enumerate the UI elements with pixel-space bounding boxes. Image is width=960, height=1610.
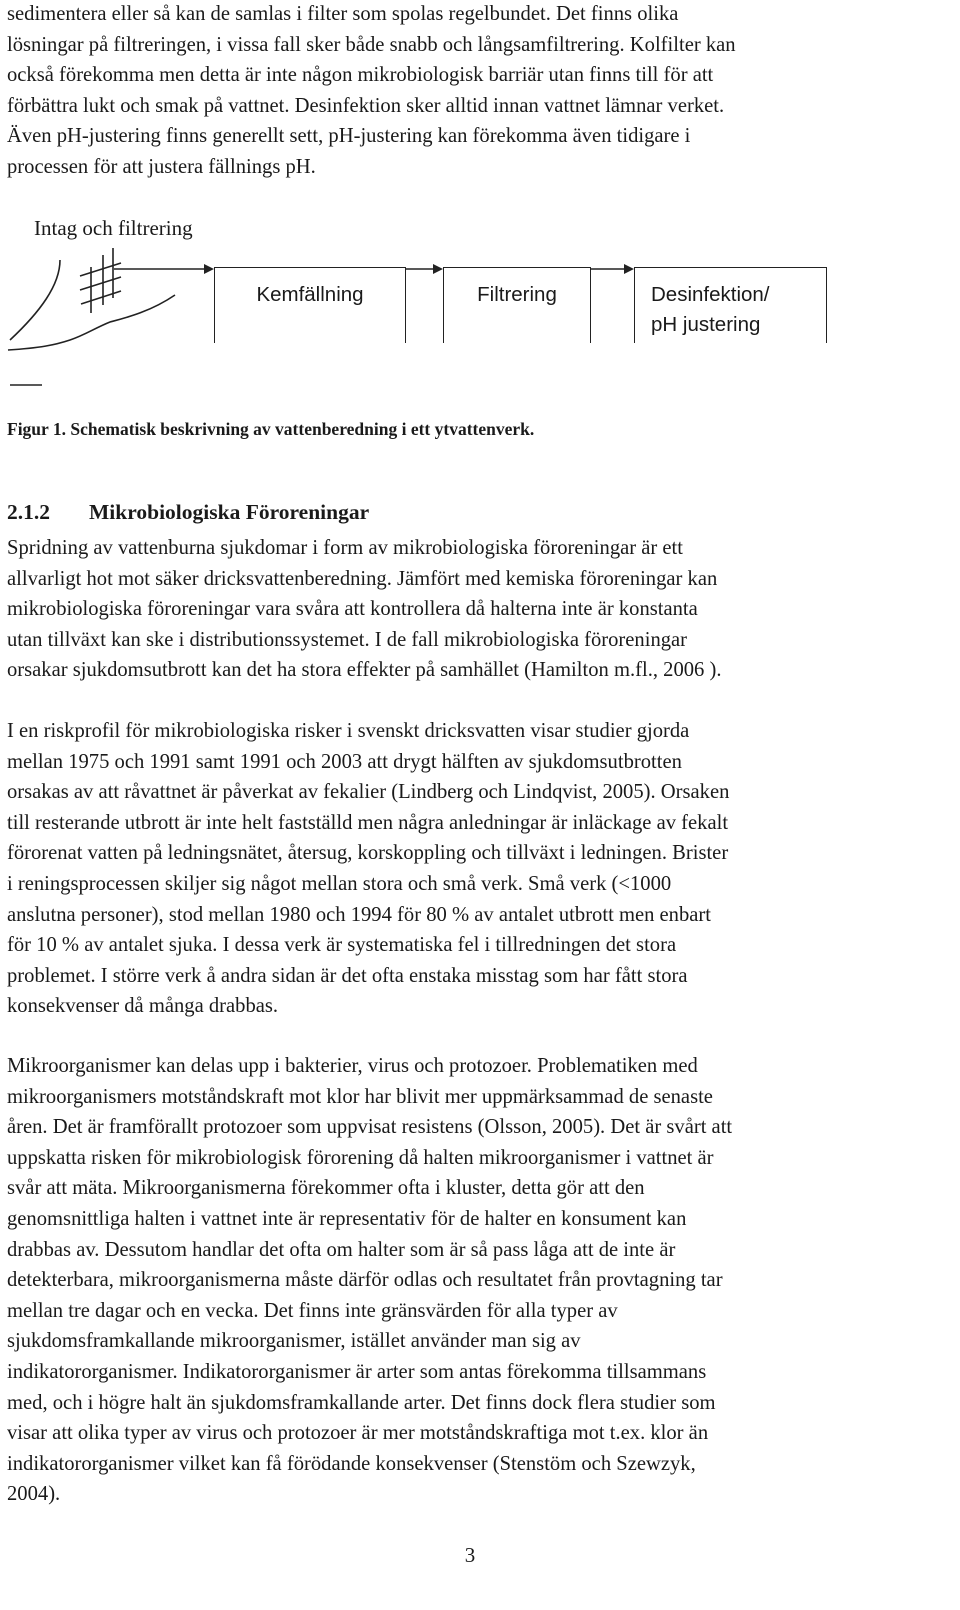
section-heading (7, 500, 369, 525)
section-number: 2.1.2 (7, 500, 50, 524)
stage-filtrering (443, 267, 591, 343)
text-line: Spridning av vattenburna sjukdomar i form av mikrobiologiska föroreningar är ett (7, 537, 683, 559)
text-line: för 10 % av antalet sjuka. I dessa verk är systematiska fel i tillredningen det stora (7, 934, 677, 957)
text-line: sedimentera eller så kan de samlas i filter som spolas regelbundet. Det finns olika (7, 3, 679, 25)
text-line: förbättra lukt och smak på vattnet. Desinfektion sker alltid innan vattnet lämnar verket. (7, 94, 725, 117)
page-number: 3 (464, 1543, 476, 1567)
text-line: anslutna personer), stod mellan 1980 och 1994 för 80 % av antalet utbrott men enbart (7, 903, 711, 926)
intake-label: Intag och filtrering (34, 216, 193, 240)
text-line: visar att olika typer av virus och protozoer är mer motståndskraftiga mot t.ex. klor än (7, 1422, 709, 1445)
text-line: processen för att justera fällnings pH. (7, 155, 316, 178)
stage-label: pH justering (651, 313, 761, 336)
text-line: sjukdomsframkallande mikroorganismer, istället använder man sig av (7, 1330, 581, 1353)
text-line: indikatororganismer vilket kan få förödande konsekvenser (Stenstöm och Szewzyk, (7, 1452, 696, 1475)
text-line: problemet. I större verk å andra sidan är det ofta enstaka misstag som har fått stora (7, 964, 688, 987)
text-line: 2004). (7, 1483, 61, 1506)
text-line: konsekvenser då många drabbas. (7, 995, 279, 1018)
text-line: åren. Det är framförallt protozoer som uppvisat resistens (Olsson, 2005). Det är svårt att (7, 1116, 733, 1139)
text-line: uppskatta risken för mikrobiologisk förorening då halten mikroorganismer i vattnet är (7, 1146, 714, 1169)
stage-label: Desinfektion/ (651, 283, 770, 306)
text-line: orsakas av att råvattnet är påverkat av fekalier (Lindberg och Lindqvist, 2005). Orsaken (7, 781, 730, 804)
screen-line (80, 277, 121, 290)
text-line: allvarligt hot mot säker dricksvattenberedning. Jämfört med kemiska föroreningar kan (7, 567, 718, 590)
text-line: lösningar på filtreringen, i vissa fall sker både snabb och långsamfiltrering. Kolfilter kan (7, 33, 736, 56)
section-title: Mikrobiologiska Föroreningar (89, 500, 370, 524)
text-line: genomsnittliga halten i vattnet inte är representativ för de halter en konsument kan (7, 1207, 687, 1230)
text-line: svår att mäta. Mikroorganismerna förekommer ofta i kluster, detta gör att den (7, 1177, 645, 1200)
text-line: indikatororganismer. Indikatororganismer är arter som antas förekomma tillsammans (7, 1360, 707, 1383)
text-line: drabbas av. Dessutom handlar det ofta om halter som är så pass låga att de inte är (7, 1238, 676, 1261)
arrow-head (433, 264, 443, 274)
stage-kemfallning (214, 267, 406, 343)
figure-caption: Figur 1. Schematisk beskrivning av vattenberedning i ett ytvattenverk. (7, 419, 535, 439)
text-line: detekterbara, mikroorganismerna måste därför odlas och resultatet från provtagning tar (7, 1269, 723, 1292)
stage-desinfektion (634, 267, 827, 343)
text-line: också förekomma men detta är inte någon mikrobiologisk barriär utan finns till för att (7, 64, 714, 87)
paragraph-riskprofile (7, 716, 957, 1022)
intro-paragraph (7, 0, 957, 183)
text-line: mellan 1975 och 1991 samt 1991 och 2003 att drygt hälften av sjukdomsutbrotten (7, 750, 682, 773)
text-line: mikroorganismers motståndskraft mot klor har blivit mer uppmärksammad de senaste (7, 1085, 713, 1108)
text-line: I en riskprofil för mikrobiologiska risker i svenskt dricksvatten visar studier gjorda (7, 720, 690, 742)
bank-curve (10, 260, 60, 340)
text-line: utan tillväxt kan ske i distributionssystemet. I de fall mikrobiologiska föroreningar (7, 628, 688, 651)
text-line: Mikroorganismer kan delas upp i bakterier, virus och protozoer. Problematiken med (7, 1055, 698, 1077)
stage-label: Kemfällning (256, 283, 364, 306)
screen-line (81, 291, 121, 304)
paragraph-spread (7, 533, 957, 686)
intake-screen-icon (80, 248, 121, 313)
stage-label: Filtrering (477, 283, 557, 306)
text-line: Även pH-justering finns generellt sett, pH-justering kan förekomma även tidigare i (7, 125, 691, 148)
text-line: mellan tre dagar och en vecka. Det finns inte gränsvärden för alla typer av (7, 1299, 618, 1322)
arrow-head (624, 264, 634, 274)
paragraph-microorganisms (7, 1051, 957, 1510)
arrow-head (204, 264, 214, 274)
text-line: med, och i högre halt än sjukdomsframkallande arter. Det finns dock flera studier som (7, 1391, 716, 1414)
text-line: till resterande utbrott är inte helt fastställd men några anledningar är inläckage av fekalt (7, 811, 729, 834)
text-line: orsakar sjukdomsutbrott kan det ha stora effekter på samhället (Hamilton m.fl., 2006 ). (7, 659, 722, 682)
text-line: i reningsprocessen skiljer sig något mellan stora och små verk. Små verk (<1000 (7, 872, 672, 895)
text-line: förorenat vatten på ledningsnätet, återsug, korskoppling och tillväxt i ledningen. Brister (7, 842, 729, 865)
text-line: mikrobiologiska föroreningar vara svåra att kontrollera då halterna inte är konstanta (7, 598, 698, 621)
